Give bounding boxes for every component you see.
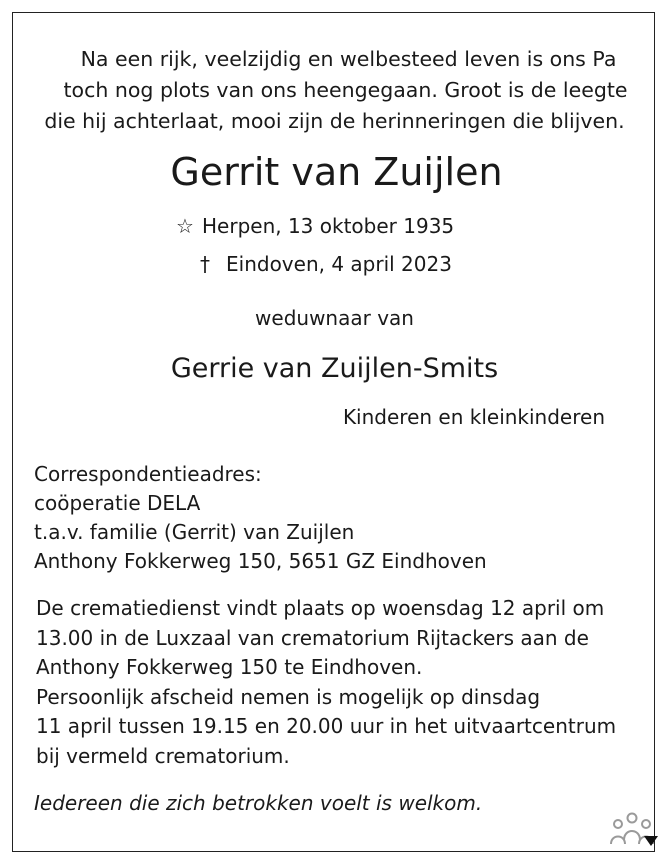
correspondence-line: t.a.v. familie (Gerrit) van Zuijlen [34,520,355,544]
arrow-down-icon[interactable] [643,834,659,848]
widower-label: weduwnaar van [255,306,414,330]
signed-by: Kinderen en kleinkinderen [342,405,605,429]
intro-line: toch nog plots van ons heengegaan. Groot is de leegte [63,78,628,102]
service-line: bij vermeld crematorium. [36,743,290,768]
birth-line [176,213,454,239]
cross-icon: † [200,252,210,276]
service-details [36,594,616,772]
service-line: Persoonlijk afscheid nemen is mogelijk op dinsdag [36,684,541,709]
intro-line: Na een rijk, veelzijdig en welbesteed leven is ons Pa [80,47,617,71]
service-line: De crematiedienst vindt plaats op woensdag 12 april om [36,596,605,620]
service-line: Anthony Fokkerweg 150 te Eindhoven. [36,655,423,680]
correspondence-address [34,460,487,576]
death-text: Eindoven, 4 april 2023 [226,252,452,276]
correspondence-line: Anthony Fokkerweg 150, 5651 GZ Eindhoven [34,549,487,573]
welcome-note: Iedereen die zich betrokken voelt is welkom. [34,791,483,815]
service-line: 13.00 in de Luxzaal van crematorium Rijtackers aan de [36,625,589,650]
star-icon: ☆ [176,214,194,238]
intro-line: die hij achterlaat, mooi zijn de herinneringen die blijven. [44,109,625,133]
correspondence-line: coöperatie DELA [34,491,201,515]
correspondence-line: Correspondentieadres: [34,462,262,486]
spouse-name: Gerrie van Zuijlen-Smits [170,353,499,384]
death-line [200,251,452,277]
intro-text [0,44,669,137]
deceased-name: Gerrit van Zuijlen [170,150,503,194]
birth-text: Herpen, 13 oktober 1935 [202,214,455,238]
service-line: 11 april tussen 19.15 en 20.00 uur in het uitvaartcentrum [36,714,617,739]
